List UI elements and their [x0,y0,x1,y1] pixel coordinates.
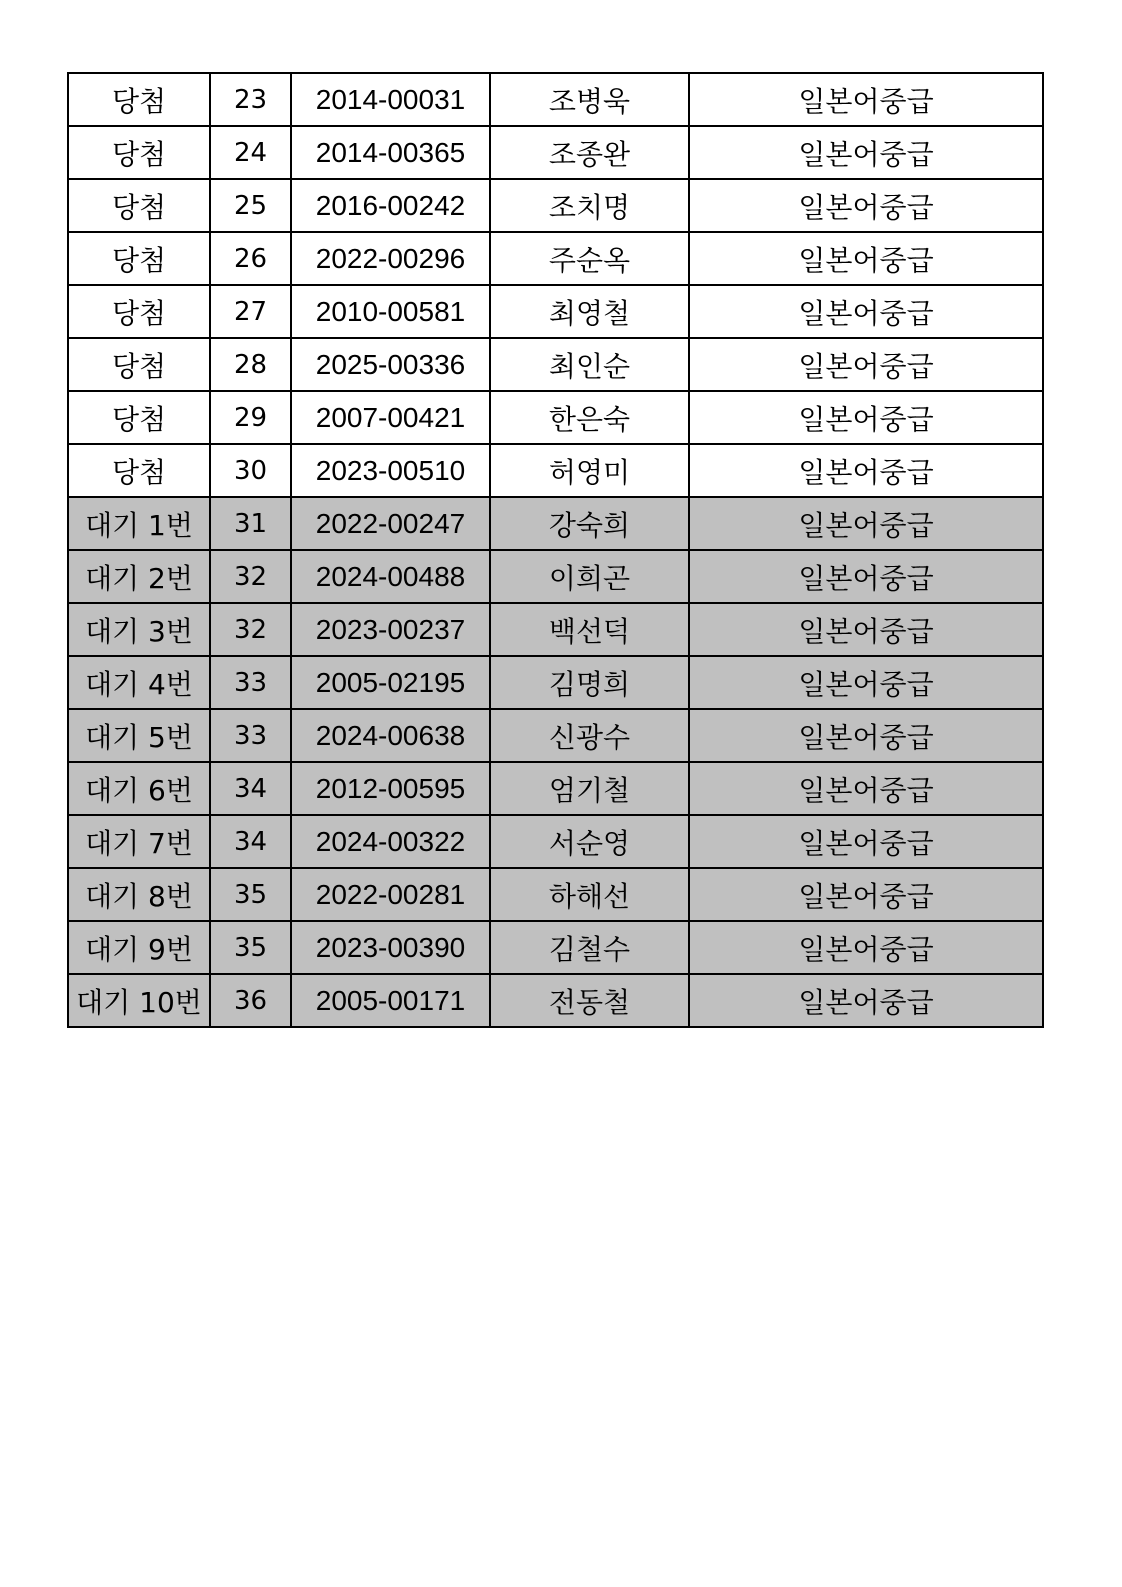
applicant-name-cell: 김철수 [490,921,689,974]
table-row [68,656,1043,709]
rank-cell: 31 [210,497,291,550]
registration-number-cell: 2014-00031 [291,73,490,126]
applicant-name-cell: 최영철 [490,285,689,338]
course-cell: 일본어중급 [689,338,1043,391]
status-cell: 대기 8번 [68,868,210,921]
registration-number-cell: 2005-02195 [291,656,490,709]
registration-number-cell: 2024-00488 [291,550,490,603]
table-row [68,232,1043,285]
status-cell: 대기 3번 [68,603,210,656]
registration-number-cell: 2022-00296 [291,232,490,285]
rank-cell: 35 [210,868,291,921]
applicant-name-cell: 한은숙 [490,391,689,444]
applicant-name-cell: 김명희 [490,656,689,709]
registration-number-cell: 2022-00247 [291,497,490,550]
course-cell: 일본어중급 [689,179,1043,232]
registration-number-cell: 2022-00281 [291,868,490,921]
status-cell: 당첨 [68,391,210,444]
applicant-name-cell: 엄기철 [490,762,689,815]
applicant-name-cell: 조치명 [490,179,689,232]
table-row [68,444,1043,497]
rank-cell: 33 [210,709,291,762]
rank-cell: 26 [210,232,291,285]
applicant-name-cell: 전동철 [490,974,689,1027]
course-cell: 일본어중급 [689,391,1043,444]
course-cell: 일본어중급 [689,126,1043,179]
applicant-name-cell: 신광수 [490,709,689,762]
course-cell: 일본어중급 [689,444,1043,497]
registration-number-cell: 2010-00581 [291,285,490,338]
course-cell: 일본어중급 [689,868,1043,921]
applicant-name-cell: 강숙희 [490,497,689,550]
course-cell: 일본어중급 [689,974,1043,1027]
applicant-name-cell: 최인순 [490,338,689,391]
table-row [68,285,1043,338]
table-row [68,709,1043,762]
applicant-name-cell: 조종완 [490,126,689,179]
status-cell: 당첨 [68,232,210,285]
status-cell: 대기 9번 [68,921,210,974]
rank-cell: 28 [210,338,291,391]
registration-number-cell: 2007-00421 [291,391,490,444]
status-cell: 대기 7번 [68,815,210,868]
status-cell: 대기 10번 [68,974,210,1027]
course-cell: 일본어중급 [689,656,1043,709]
status-cell: 당첨 [68,285,210,338]
rank-cell: 29 [210,391,291,444]
course-cell: 일본어중급 [689,815,1043,868]
course-cell: 일본어중급 [689,603,1043,656]
lottery-results-table [67,72,1044,1028]
rank-cell: 32 [210,550,291,603]
applicant-name-cell: 허영미 [490,444,689,497]
table-row [68,179,1043,232]
registration-number-cell: 2016-00242 [291,179,490,232]
applicant-name-cell: 서순영 [490,815,689,868]
table-row [68,603,1043,656]
status-cell: 대기 4번 [68,656,210,709]
results-table-body [68,73,1043,1027]
course-cell: 일본어중급 [689,762,1043,815]
table-row [68,550,1043,603]
registration-number-cell: 2024-00322 [291,815,490,868]
rank-cell: 34 [210,815,291,868]
status-cell: 당첨 [68,444,210,497]
table-row [68,868,1043,921]
course-cell: 일본어중급 [689,232,1043,285]
status-cell: 당첨 [68,179,210,232]
rank-cell: 30 [210,444,291,497]
applicant-name-cell: 이희곤 [490,550,689,603]
table-row [68,762,1043,815]
course-cell: 일본어중급 [689,550,1043,603]
status-cell: 대기 5번 [68,709,210,762]
registration-number-cell: 2005-00171 [291,974,490,1027]
applicant-name-cell: 주순옥 [490,232,689,285]
registration-number-cell: 2023-00390 [291,921,490,974]
rank-cell: 27 [210,285,291,338]
course-cell: 일본어중급 [689,73,1043,126]
status-cell: 대기 6번 [68,762,210,815]
rank-cell: 35 [210,921,291,974]
table-row [68,391,1043,444]
registration-number-cell: 2014-00365 [291,126,490,179]
applicant-name-cell: 하해선 [490,868,689,921]
table-row [68,921,1043,974]
table-row [68,126,1043,179]
rank-cell: 23 [210,73,291,126]
course-cell: 일본어중급 [689,921,1043,974]
registration-number-cell: 2023-00237 [291,603,490,656]
course-cell: 일본어중급 [689,497,1043,550]
rank-cell: 33 [210,656,291,709]
applicant-name-cell: 조병욱 [490,73,689,126]
rank-cell: 34 [210,762,291,815]
course-cell: 일본어중급 [689,285,1043,338]
status-cell: 당첨 [68,338,210,391]
table-row [68,338,1043,391]
status-cell: 당첨 [68,73,210,126]
table-row [68,815,1043,868]
rank-cell: 32 [210,603,291,656]
table-row [68,974,1043,1027]
applicant-name-cell: 백선덕 [490,603,689,656]
registration-number-cell: 2024-00638 [291,709,490,762]
rank-cell: 24 [210,126,291,179]
status-cell: 대기 2번 [68,550,210,603]
registration-number-cell: 2012-00595 [291,762,490,815]
registration-number-cell: 2023-00510 [291,444,490,497]
rank-cell: 25 [210,179,291,232]
course-cell: 일본어중급 [689,709,1043,762]
table-row [68,497,1043,550]
registration-number-cell: 2025-00336 [291,338,490,391]
rank-cell: 36 [210,974,291,1027]
status-cell: 당첨 [68,126,210,179]
status-cell: 대기 1번 [68,497,210,550]
table-row [68,73,1043,126]
